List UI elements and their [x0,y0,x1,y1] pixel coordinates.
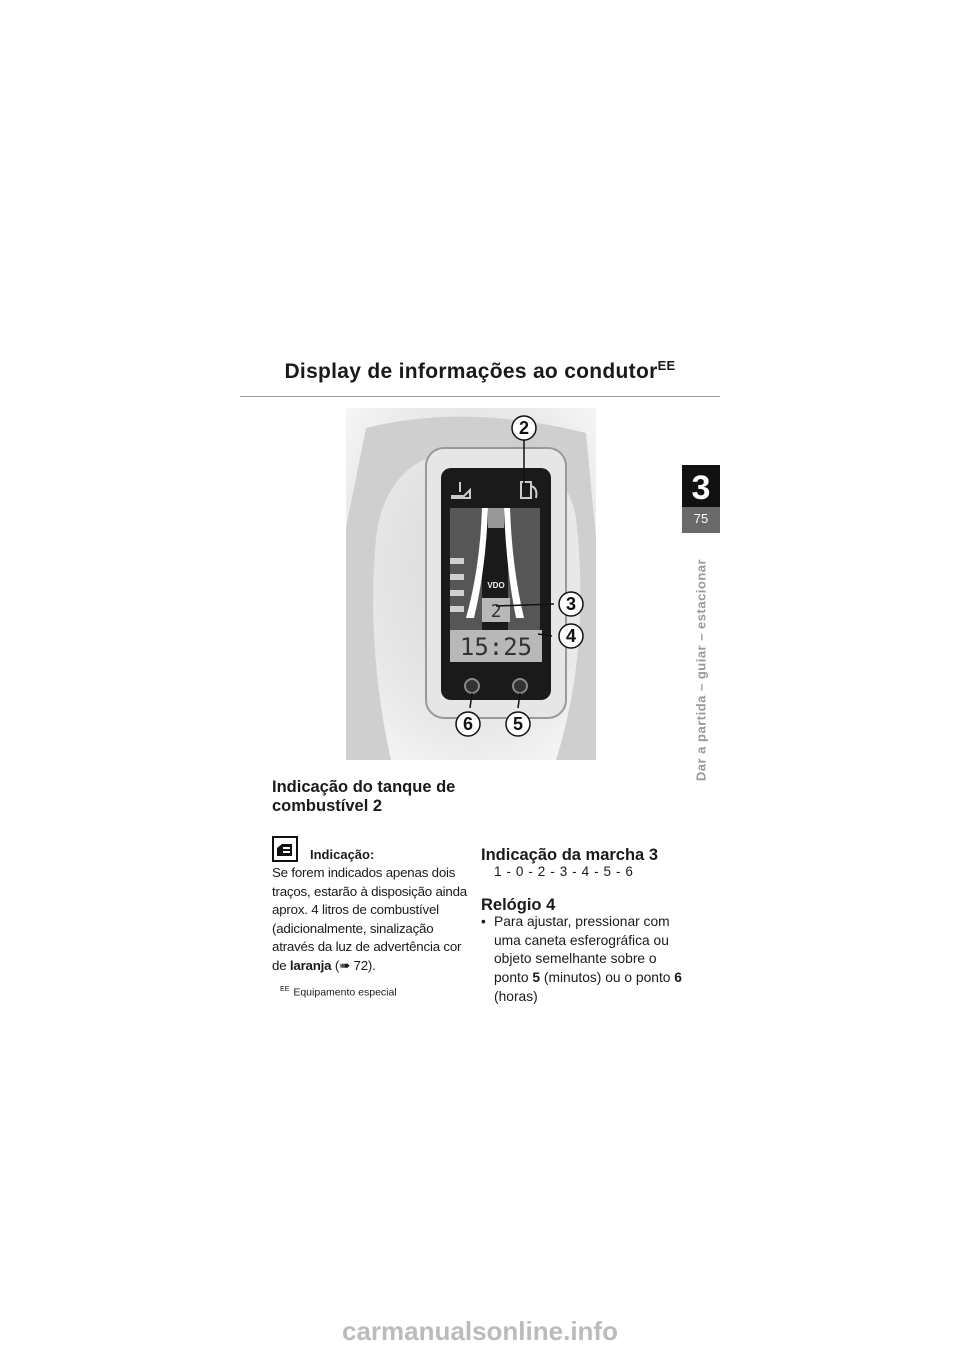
side-chapter-label: Dar a partida – guiar – estacionar [693,558,709,782]
hours-button [465,679,479,693]
page-title: Display de informações ao condutor$^{EE}$ [284,358,676,383]
watermark: carmanualsonline.info [342,1316,618,1346]
note-icon [272,836,298,862]
callout-2: 2 [518,418,530,438]
display-clock-readout: 15:25 [459,633,533,661]
chapter-number: 3 [691,469,711,507]
display-photo [346,408,596,760]
note-body: Se forem indicados apenas dois traços, estarão à disposição ainda aprox. 4 litros de combustível (adicionalmente, sinalização através da luz de advertência cor de laranja (➠ 72). [272,865,467,973]
callout-3: 3 [565,594,577,614]
title-rule [240,396,720,397]
fuel-heading: Indicação do tanque de combustível 2 [272,778,456,815]
callout-4: 4 [565,626,577,646]
minutes-button [513,679,527,693]
gear-heading: Indicação da marcha 3 [481,846,658,864]
display-brand-label: VDO [487,581,505,590]
page-number: 75 [693,511,709,526]
chapter-tab [682,465,720,533]
note-bold-color: laranja [289,957,332,973]
callout-5: 5 [512,714,524,734]
callout-6: 6 [462,714,474,734]
note-label: Indicação: [310,847,375,862]
gear-sequence: 1 - 0 - 2 - 3 - 4 - 5 - 6 [494,864,634,879]
clock-heading: Relógio 4 [481,896,556,914]
footnote: $^{EE}$ Equipamento especial [280,986,397,999]
clock-bullet: • Para ajustar, pressionar com uma caneta esferográfica ou objeto semelhante sobre o ponto 5 (minutos) ou o ponto 6 (horas) [481,914,682,1004]
display-gear-readout: 2 [490,601,502,622]
